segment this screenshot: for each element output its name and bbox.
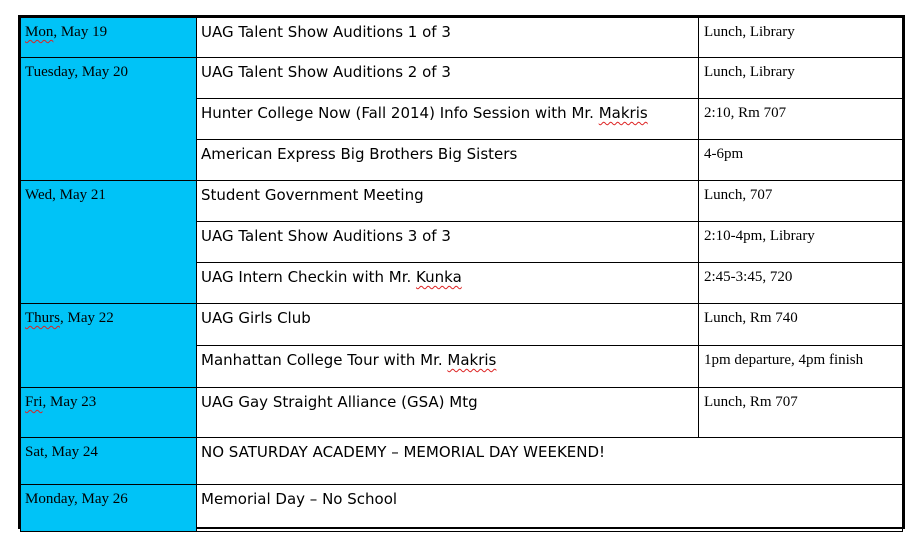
event-label: UAG Intern Checkin with Mr. <box>201 268 417 286</box>
time-cell <box>699 140 903 181</box>
table-row <box>21 58 903 99</box>
day-cell <box>21 181 197 304</box>
time-cell <box>699 18 903 58</box>
event-label-misspelled: Makris <box>447 351 497 369</box>
event-cell <box>197 140 699 181</box>
time-label: 2:45-3:45, 720 <box>704 269 793 285</box>
event-cell <box>197 388 699 438</box>
schedule-table <box>20 17 903 532</box>
day-label: , May 19 <box>53 24 108 40</box>
day-label-misspelled: Thurs <box>25 310 60 326</box>
event-label: UAG Talent Show Auditions 1 of 3 <box>201 23 451 41</box>
time-label: Lunch, Rm 707 <box>704 394 798 410</box>
event-label-misspelled: Kunka <box>416 268 462 286</box>
day-cell <box>21 58 197 181</box>
event-label: American Express Big Brothers Big Sisters <box>201 145 518 163</box>
event-cell <box>197 99 699 140</box>
event-cell-wide <box>197 438 903 485</box>
day-label: Monday, May 26 <box>25 491 128 507</box>
time-cell <box>699 181 903 222</box>
event-label: Hunter College Now (Fall 2014) Info Session with Mr. <box>201 104 599 122</box>
event-label: UAG Talent Show Auditions 3 of 3 <box>201 227 451 245</box>
event-label: Student Government Meeting <box>201 186 424 204</box>
event-cell <box>197 304 699 346</box>
day-cell <box>21 388 197 438</box>
time-cell <box>699 58 903 99</box>
time-label: 1pm departure, 4pm finish <box>704 352 864 368</box>
event-label-misspelled: Makris <box>598 104 648 122</box>
time-cell <box>699 222 903 263</box>
event-cell <box>197 346 699 388</box>
table-row <box>21 388 903 438</box>
time-cell <box>699 263 903 304</box>
event-cell <box>197 263 699 304</box>
table-row <box>21 18 903 58</box>
day-cell <box>21 18 197 58</box>
event-label: NO SATURDAY ACADEMY – MEMORIAL DAY WEEKEND! <box>201 443 606 461</box>
time-cell <box>699 388 903 438</box>
event-cell-wide <box>197 485 903 532</box>
day-label: , May 22 <box>60 310 114 326</box>
time-label: Lunch, Library <box>704 64 795 80</box>
time-label: Lunch, 707 <box>704 187 773 203</box>
event-cell <box>197 222 699 263</box>
time-cell <box>699 346 903 388</box>
event-label: UAG Girls Club <box>201 309 311 327</box>
day-label: Tuesday, May 20 <box>25 64 129 80</box>
day-cell <box>21 485 197 532</box>
table-row <box>21 304 903 346</box>
event-cell <box>197 58 699 99</box>
schedule-document <box>18 15 905 529</box>
time-cell <box>699 304 903 346</box>
day-cell <box>21 438 197 485</box>
time-label: 2:10-4pm, Library <box>704 228 815 244</box>
event-label: Memorial Day – No School <box>201 490 398 508</box>
time-label: 4-6pm <box>704 146 744 162</box>
day-label: , May 23 <box>42 394 97 410</box>
day-label-misspelled: Fri <box>25 394 43 410</box>
time-label: 2:10, Rm 707 <box>704 105 787 121</box>
time-label: Lunch, Rm 740 <box>704 310 798 326</box>
time-label: Lunch, Library <box>704 24 795 40</box>
event-label: UAG Talent Show Auditions 2 of 3 <box>201 63 451 81</box>
day-label: Wed, May 21 <box>25 187 106 203</box>
time-cell <box>699 99 903 140</box>
event-label: UAG Gay Straight Alliance (GSA) Mtg <box>201 393 478 411</box>
event-cell <box>197 18 699 58</box>
day-label-misspelled: Mon <box>25 24 54 40</box>
day-label: Sat, May 24 <box>25 444 98 460</box>
table-row <box>21 485 903 532</box>
event-cell <box>197 181 699 222</box>
table-row <box>21 438 903 485</box>
table-row <box>21 181 903 222</box>
day-cell <box>21 304 197 388</box>
event-label: Manhattan College Tour with Mr. <box>201 351 448 369</box>
